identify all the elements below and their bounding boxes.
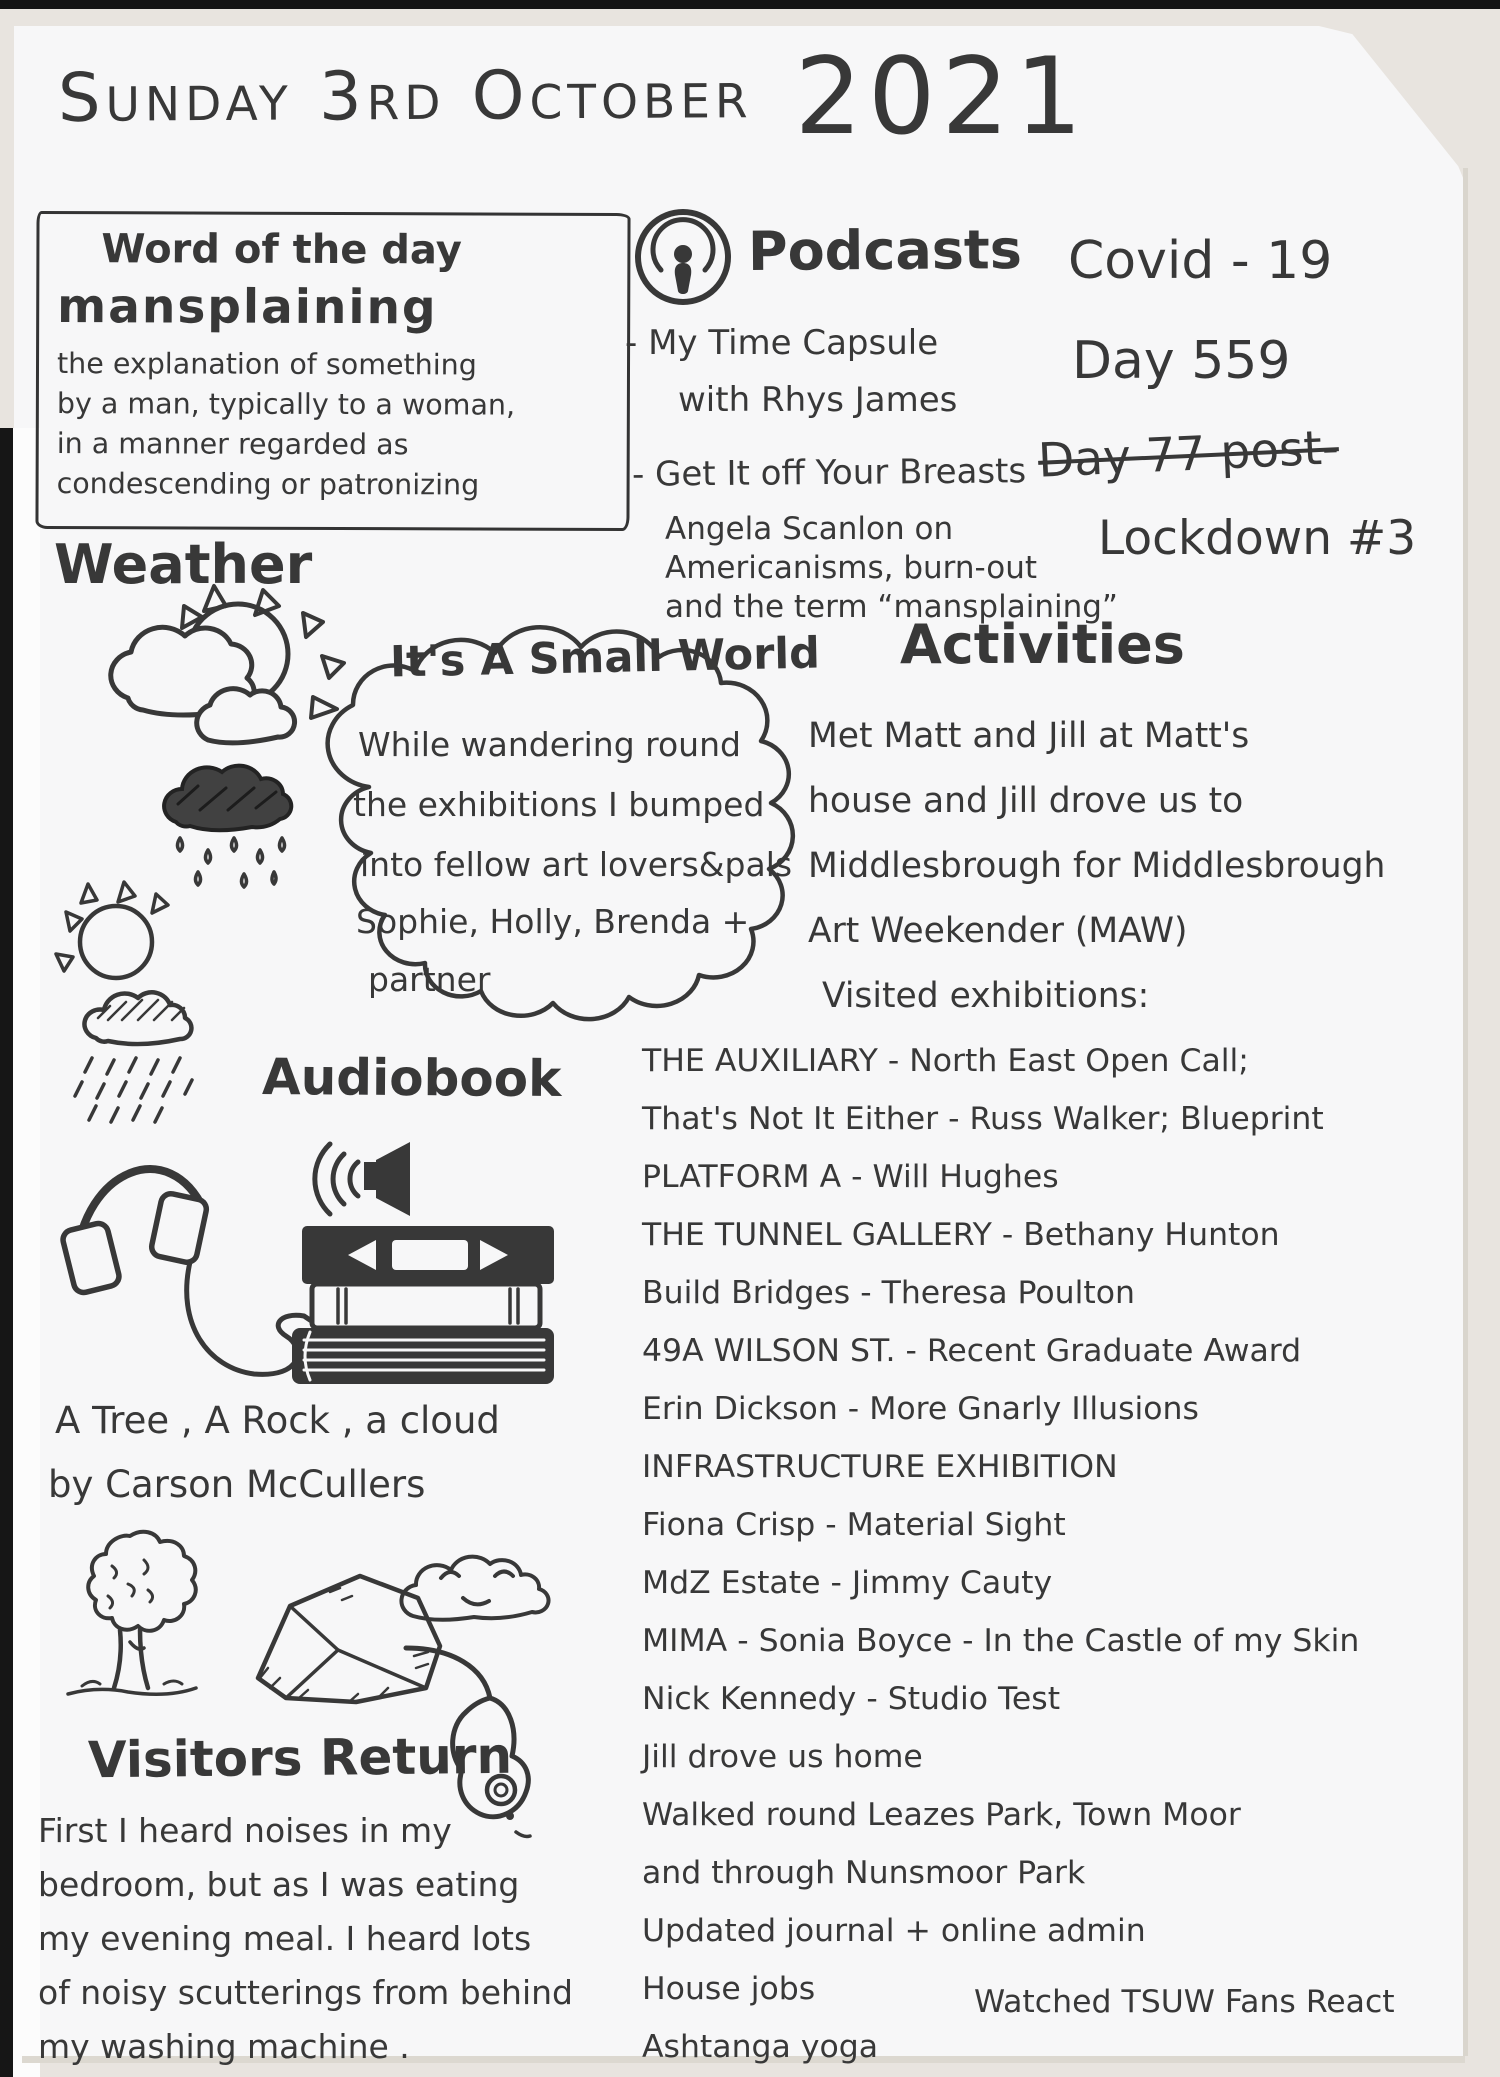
- covid-lockdown-line: Lockdown #3: [1098, 511, 1417, 566]
- dark-rain-cloud-icon: [148, 742, 313, 888]
- paper-edge-right-shadow: [1463, 168, 1468, 2056]
- activities-heading: Activities: [900, 613, 1185, 676]
- visitors-line: of noisy scutterings from behind: [38, 1973, 573, 2012]
- exhibition-item: Erin Dickson - More Gnarly Illusions: [642, 1391, 1199, 1427]
- activity-item: Jill drove us home: [642, 1739, 923, 1775]
- exhibition-item: PLATFORM A - Will Hughes: [642, 1159, 1059, 1195]
- podcasts-heading: Podcasts: [747, 218, 1023, 283]
- visitors-line: First I heard noises in my: [38, 1811, 452, 1850]
- podcast-item: - Get It off Your Breasts: [631, 451, 1027, 495]
- tree-icon: [52, 1526, 212, 1698]
- exhibition-item: Build Bridges - Theresa Poulton: [642, 1275, 1135, 1311]
- activities-intro-line: Art Weekender (MAW): [808, 911, 1188, 951]
- page-title-year: 2021: [794, 35, 1089, 158]
- activities-intro-line: Met Matt and Jill at Matt's: [808, 716, 1250, 756]
- activities-intro-line: Visited exhibitions:: [822, 976, 1150, 1016]
- exhibition-item: 49A WILSON ST. - Recent Graduate Award: [642, 1333, 1302, 1369]
- small-world-line: Sophie, Holly, Brenda +: [356, 902, 750, 941]
- small-world-line: into fellow art lovers&pals: [360, 845, 793, 884]
- activities-intro-line: Middlesbrough for Middlesbrough: [808, 846, 1386, 886]
- visitors-return-heading: Visitors Return: [87, 1726, 513, 1790]
- exhibition-item: Nick Kennedy - Studio Test: [642, 1681, 1061, 1717]
- paper-edge-left: [13, 428, 40, 2077]
- word-of-day-definition: [57, 344, 516, 506]
- page-title: [57, 35, 1089, 158]
- covid-day-counter: Day 559: [1072, 331, 1291, 391]
- definition-line: the explanation of something: [56, 347, 477, 382]
- podcast-icon: [632, 206, 734, 308]
- exhibition-item: Fiona Crisp - Material Sight: [642, 1507, 1066, 1543]
- podcast-item-note: and the term “mansplaining”: [665, 589, 1118, 625]
- word-of-day-word: mansplaining: [57, 279, 438, 336]
- audiobook-title: A Tree , A Rock , a cloud: [55, 1399, 500, 1442]
- smiling-cloud-icon: [383, 1536, 553, 1632]
- word-of-the-day-box: [35, 211, 630, 531]
- weather-heading: Weather: [54, 533, 313, 596]
- definition-line: condescending or patronizing: [56, 467, 480, 502]
- exhibition-item: That's Not It Either - Russ Walker; Blueprint: [642, 1101, 1324, 1137]
- activities-intro: [808, 704, 1385, 1029]
- activities-intro-line: house and Jill drove us to: [808, 781, 1244, 821]
- podcast-item-note: Angela Scanlon on: [665, 511, 954, 547]
- definition-line: in a manner regarded as: [56, 427, 409, 462]
- small-world-heading: It's A Small World: [389, 628, 821, 688]
- small-world-line: While wandering round: [358, 725, 741, 764]
- covid-counter-line: Covid - 19: [1068, 231, 1333, 291]
- covid-crossed-out-line: Day 77 post-: [1036, 420, 1341, 489]
- visitors-line: my evening meal. I heard lots: [38, 1919, 532, 1958]
- small-world-line: partner: [368, 960, 491, 999]
- scan-edge-left: [0, 428, 13, 2077]
- exhibition-item: MdZ Estate - Jimmy Cauty: [642, 1565, 1053, 1601]
- activity-item: and through Nunsmoor Park: [642, 1855, 1086, 1891]
- audiobook-author: by Carson McCullers: [48, 1463, 426, 1506]
- exhibition-item: INFRASTRUCTURE EXHIBITION: [642, 1449, 1118, 1485]
- word-of-day-heading: Word of the day: [101, 226, 462, 274]
- definition-line: by a man, typically to a woman,: [56, 387, 516, 422]
- podcast-item: with Rhys James: [678, 380, 958, 420]
- activity-item: House jobs: [642, 1971, 816, 2007]
- visitors-return-text: [38, 1804, 573, 2074]
- scan-edge-top: [0, 0, 1500, 9]
- visitors-line: my washing machine .: [38, 2027, 410, 2066]
- activity-item: Ashtanga yoga: [642, 2029, 879, 2065]
- small-world-thought-bubble: [308, 590, 838, 1048]
- activity-item: Walked round Leazes Park, Town Moor: [642, 1797, 1241, 1833]
- audiobook-heading: Audiobook: [261, 1047, 562, 1109]
- podcast-item: - My Time Capsule: [625, 323, 939, 363]
- sun-with-heavy-rain-cloud-icon: [52, 878, 242, 1128]
- exhibition-item: THE AUXILIARY - North East Open Call;: [642, 1043, 1249, 1079]
- exhibition-item: MIMA - Sonia Boyce - In the Castle of my Skin: [642, 1623, 1360, 1659]
- small-world-line: the exhibitions I bumped: [353, 785, 765, 824]
- visitors-line: bedroom, but as I was eating: [38, 1865, 520, 1904]
- headphones-books-speaker-icon: [58, 1126, 568, 1408]
- podcast-item-note: Americanisms, burn-out: [665, 550, 1038, 586]
- activities-list: [642, 1032, 1359, 2076]
- exhibition-item: THE TUNNEL GALLERY - Bethany Hunton: [642, 1217, 1280, 1253]
- activity-item-aside: Watched TSUW Fans React: [974, 1984, 1395, 2020]
- activity-item: Updated journal + online admin: [642, 1913, 1146, 1949]
- page-title-date: Sunday 3rd October: [57, 55, 753, 137]
